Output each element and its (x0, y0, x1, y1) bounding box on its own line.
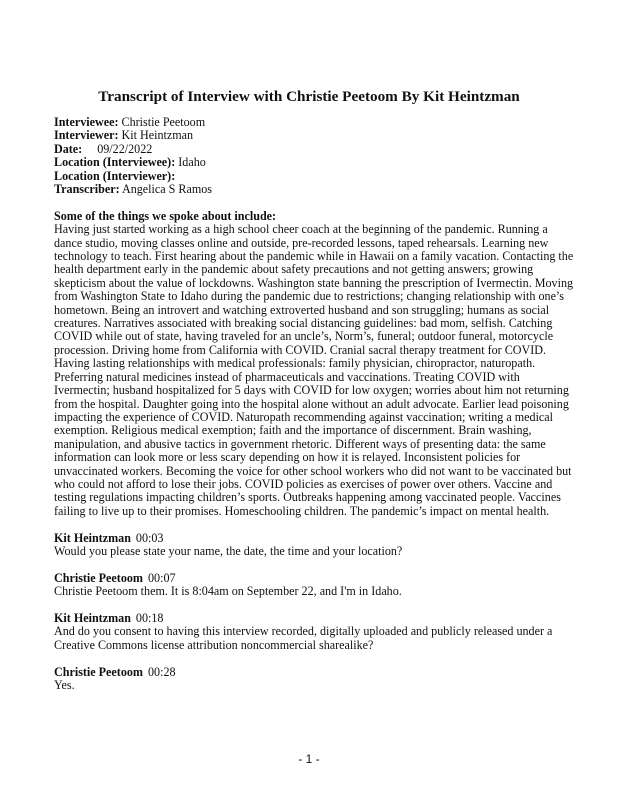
page-number: - 1 - (298, 752, 320, 766)
meta-value: Idaho (178, 155, 206, 170)
document-body (54, 116, 574, 692)
speaker-name: Christie Peetoom (54, 570, 143, 585)
timestamp: 00:18 (135, 610, 164, 625)
meta-interviewee (54, 116, 574, 129)
meta-label: Location (Interviewee): (54, 155, 176, 170)
meta-label: Interviewee: (54, 115, 119, 129)
meta-label: Transcriber: (54, 182, 120, 197)
meta-location-interviewer (54, 170, 574, 183)
turn-text: Yes. (54, 677, 75, 692)
timestamp: 00:28 (148, 664, 176, 679)
turn-text: Christie Peetoom them. It is 8:04am on September 22, and I'm in Idaho. (54, 584, 402, 599)
meta-value: Kit Heintzman (121, 128, 194, 143)
transcript-turn (54, 666, 574, 693)
meta-label: Date: (54, 141, 83, 156)
meta-value: 09/22/2022 (97, 141, 153, 156)
speaker-name: Kit Heintzman (54, 610, 131, 625)
meta-value: Angelica S Ramos (121, 182, 212, 197)
meta-label: Location (Interviewer): (54, 168, 176, 183)
document-title: Transcript of Interview with Christie Peetoom By Kit Heintzman (98, 88, 520, 105)
meta-label: Interviewer: (54, 128, 119, 143)
transcript-turn (54, 532, 574, 559)
metadata-block (54, 116, 574, 196)
transcript-turn (54, 572, 574, 599)
turn-text: And do you consent to having this interview recorded, digitally uploaded and publicly released under a Creative Commons license attribution noncommercial sharealike? (54, 624, 553, 652)
meta-location-interviewee (54, 156, 574, 169)
timestamp: 00:07 (148, 570, 176, 585)
meta-value: Christie Peetoom (121, 115, 206, 129)
turn-text: Would you please state your name, the date, the time and your location? (54, 543, 403, 558)
meta-interviewer (54, 129, 574, 142)
speaker-name: Christie Peetoom (54, 664, 143, 679)
meta-transcriber (54, 183, 574, 196)
transcript-turn (54, 612, 574, 652)
summary-heading: Some of the things we spoke about include: (54, 208, 277, 223)
summary-text: Having just started working as a high school cheer coach at the beginning of the pandemic. Running a dance studio, moving classes online and outside, pre-recorded lessons, taped rehearsals. Learning new technology to teach. First hearing about the pandemic while in Hawaii on a family vacation. Contacting the health department early in the pandemic about safety precautions and not getting answers; growing skepticism about the value of lockdowns. Washington state banning the prescription of Ivermectin. Moving from Washington State to Idaho during the pandemic due to restrictions; changing relationship with one’s hometown. Being an introvert and watching extroverted husband and son struggling; humans as social creatures. Narratives associated with breaking social distancing guidelines: bad mom, selfish. Catching COVID while out of state, having traveled for an uncle’s, Norm’s, funeral; outdoor funeral, motorcycle procession. Driving home from California with COVID. Cranial sacral therapy treatment for COVID. Having lasting relationships with medical professionals: family physician, chiropractor, naturopath. Preferring natural medicines instead of pharmaceuticals and vaccinations. Treating COVID with Ivermectin; husband hospitalized for 5 days with COVID for low oxygen; worries about him not returning from the hospital. Daughter going into the hospital alone without an adult advocate. Earlier lead poisoning impacting the experience of COVID. Naturopath recommending against vaccination; writing a medical exemption. Religious medical exemption; faith and the importance of discernment. Brain washing, manipulation, and abusive tactics in government rhetoric. Different ways of presenting data: the same information can look more or less scary depending on how it is relayed. Inconsistent policies for unvaccinated workers. Becoming the voice for other school workers who did not want to be vaccinated but who could not afford to lose their jobs. COVID policies as exercises of power over others. Vaccine and testing regulations impacting children’s sports. Outbreaks happening among vaccinated people. Vaccines failing to live up to their promises. Homeschooling children. The pandemic’s impact on mental health. (54, 222, 574, 518)
timestamp: 00:03 (135, 530, 164, 545)
speaker-name: Kit Heintzman (54, 530, 131, 545)
meta-date (54, 143, 574, 156)
